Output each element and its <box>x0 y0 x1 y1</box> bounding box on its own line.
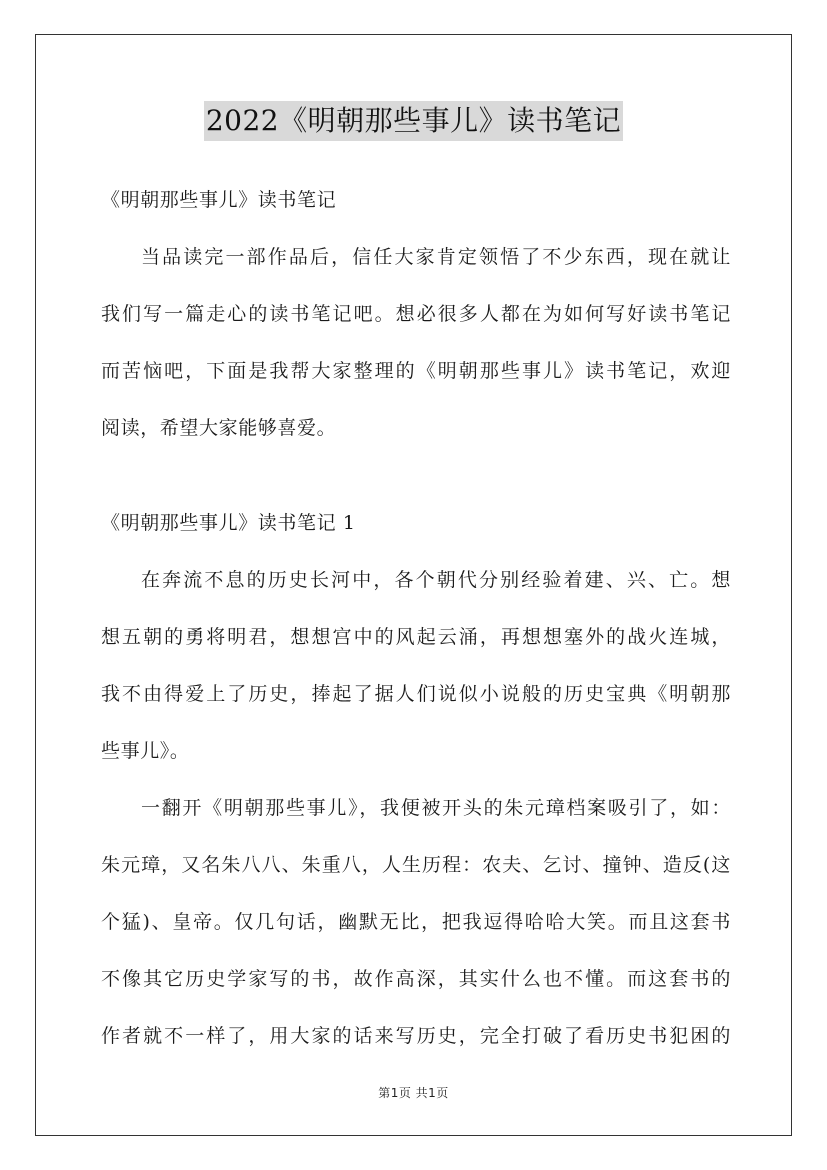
paragraph-line: 个猛)、皇帝。仅几句话，幽默无比，把我逗得哈哈大笑。而且这套书 <box>101 911 731 933</box>
subtitle: 《明朝那些事儿》读书笔记 <box>101 189 337 211</box>
document-title: 2022《明朝那些事儿》读书笔记 <box>204 101 623 141</box>
paragraph-line: 不像其它历史学家写的书，故作高深，其实什么也不懂。而这套书的 <box>101 968 731 990</box>
paragraph-line: 朱元璋，又名朱八八、朱重八，人生历程：农夫、乞讨、撞钟、造反(这 <box>101 854 731 876</box>
paragraph-1 <box>101 552 731 723</box>
paragraph-line: 阅读，希望大家能够喜爱。 <box>101 417 337 439</box>
paragraph-line: 在奔流不息的历史长河中，各个朝代分别经验着建、兴、亡。想 <box>141 569 731 591</box>
paragraph-line: 我不由得爱上了历史，捧起了据人们说似小说般的历史宝典《明朝那 <box>101 683 731 705</box>
paragraph-line: 想五朝的勇将明君，想想宫中的风起云涌，再想想塞外的战火连城， <box>101 626 731 648</box>
section-spacer <box>101 457 731 495</box>
document-body <box>101 172 731 1065</box>
paragraph-line: 而苦恼吧，下面是我帮大家整理的《明朝那些事儿》读书笔记，欢迎 <box>101 360 731 382</box>
paragraph-line: 一翻开《明朝那些事儿》，我便被开头的朱元璋档案吸引了，如： <box>141 797 731 819</box>
paragraph-line: 些事儿》。 <box>101 740 190 762</box>
paragraph-line: 作者就不一样了，用大家的话来写历史，完全打破了看历史书犯困的 <box>101 1025 731 1047</box>
page-number: 第1页 共1页 <box>378 1086 449 1100</box>
intro-paragraph <box>101 229 731 400</box>
paragraph-line: 当品读完一部作品后，信任大家肯定领悟了不少东西，现在就让 <box>141 246 731 268</box>
section-heading: 《明朝那些事儿》读书笔记 1 <box>101 512 356 534</box>
title-container <box>0 101 827 141</box>
paragraph-2 <box>101 780 731 1065</box>
paragraph-line: 我们写一篇走心的读书笔记吧。想必很多人都在为如何写好读书笔记 <box>101 303 731 325</box>
